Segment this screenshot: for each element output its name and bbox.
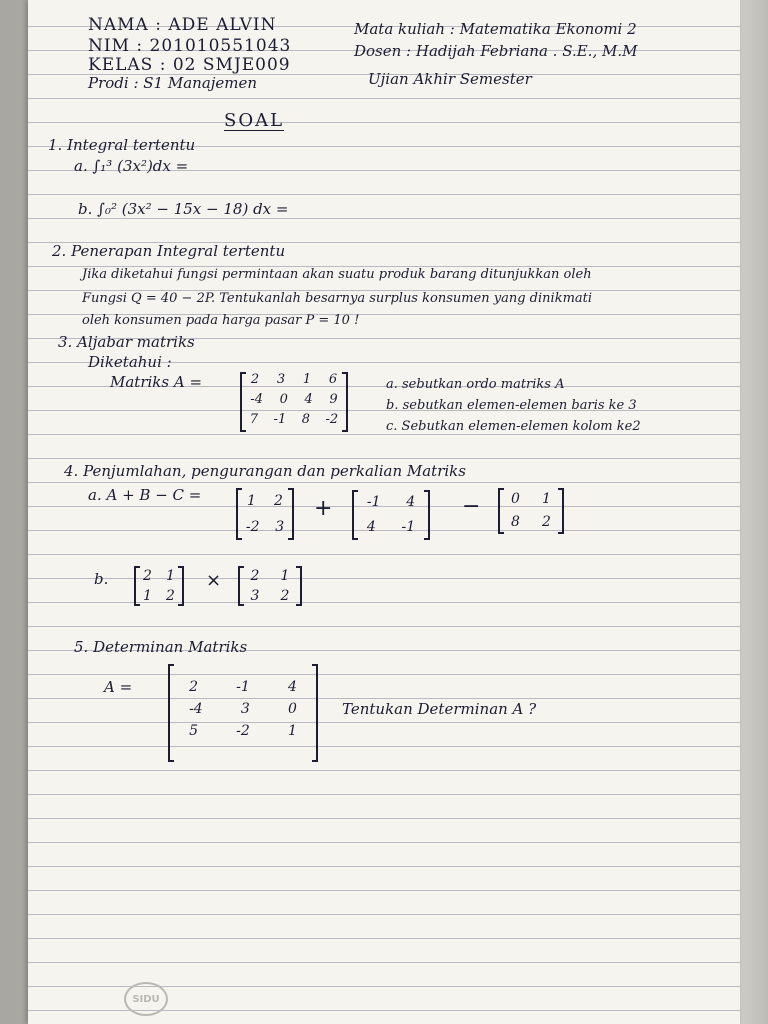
q4-heading: 4. Penjumlahan, pengurangan dan perkalian Matriks: [64, 462, 466, 480]
q3-matrix-cell: -1: [273, 412, 287, 427]
q3-matrix-cell: 3: [276, 372, 286, 387]
q3-matrix-a: [240, 372, 348, 432]
q5-heading: 5. Determinan Matriks: [74, 638, 248, 656]
q5-matrix-cell: -1: [236, 679, 250, 695]
q2-line-2: Fungsi Q = 40 − 2P. Tentukanlah besarnya surplus konsumen yang dinikmati: [82, 291, 593, 306]
q5-matrix-a: [168, 664, 318, 762]
q1-b: b. ∫₀² (3x² − 15x − 18) dx =: [78, 200, 289, 218]
q4-matrix-d-cell: 1: [143, 588, 152, 604]
q5-matrix-cell: -2: [236, 723, 250, 739]
page-title: SOAL: [224, 110, 285, 131]
times-sign: ×: [206, 570, 222, 591]
q1-heading: 1. Integral tertentu: [48, 136, 196, 154]
q4-matrix-d-cell: 1: [166, 568, 175, 584]
q3-matrix-cell: 6: [328, 372, 338, 387]
q5-matrix-cell: 2: [189, 679, 198, 695]
q5-matrix-cell: 0: [287, 701, 297, 717]
background-edge: [740, 0, 768, 1024]
q4-a-label: a. A + B − C =: [88, 486, 202, 504]
q4-matrix-e: [238, 566, 302, 606]
q5-matrix-cell: 1: [287, 723, 297, 739]
q3-matrix-cell: 2: [250, 372, 260, 387]
q5-matrix-cell: 4: [287, 679, 297, 695]
q4-matrix-d: [134, 566, 184, 606]
plus-sign: +: [314, 496, 333, 521]
q5-matrix-cell: 3: [240, 701, 250, 717]
q4-matrix-b-cell: -1: [401, 519, 416, 535]
q3-matrix-label: Matriks A =: [110, 373, 203, 391]
q4-matrix-b: [352, 490, 430, 540]
q5-matrix-cell: 5: [189, 723, 198, 739]
q3-c: c. Sebutkan elemen-elemen kolom ke2: [386, 419, 641, 434]
q2-line-1: Jika diketahui fungsi permintaan akan suatu produk barang ditunjukkan oleh: [82, 267, 592, 282]
lecturer-name: Dosen : Hadijah Febriana . S.E., M.M: [354, 42, 638, 60]
q3-matrix-cell: -4: [250, 392, 263, 407]
q3-b: b. sebutkan elemen-elemen baris ke 3: [386, 398, 637, 413]
q4-matrix-e-cell: 2: [250, 568, 260, 584]
q4-b-label: b.: [94, 570, 109, 588]
q4-matrix-b-cell: 4: [366, 519, 376, 535]
q2-line-3: oleh konsumen pada harga pasar P = 10 !: [82, 313, 360, 328]
q4-matrix-a-cell: 2: [274, 493, 283, 509]
q4-matrix-c: [498, 488, 564, 534]
course-name: Mata kuliah : Matematika Ekonomi 2: [354, 20, 637, 38]
exam-title: Ujian Akhir Semester: [368, 70, 532, 88]
q3-a: a. sebutkan ordo matriks A: [386, 377, 565, 392]
q3-matrix-cell: 0: [279, 392, 288, 407]
q4-matrix-b-cell: 4: [406, 494, 416, 510]
q3-matrix-cell: 9: [329, 392, 338, 407]
q3-matrix-cell: 1: [302, 372, 312, 387]
notebook-logo: SIDU: [124, 982, 168, 1016]
q4-matrix-a-cell: 1: [247, 493, 256, 509]
q4-matrix-c-cell: 1: [542, 491, 551, 507]
q4-matrix-c-cell: 8: [511, 514, 520, 530]
q3-matrix-cell: 7: [249, 412, 259, 427]
q4-matrix-a-cell: 3: [275, 519, 285, 535]
q3-matrix-cell: 8: [301, 412, 311, 427]
q4-matrix-d-cell: 2: [166, 588, 175, 604]
q3-given: Diketahui :: [88, 353, 172, 371]
q4-matrix-c-cell: 0: [511, 491, 520, 507]
student-nim: NIM : 201010551043: [88, 36, 292, 56]
q4-matrix-b-cell: -1: [366, 494, 381, 510]
q3-heading: 3. Aljabar matriks: [58, 333, 195, 351]
minus-sign: −: [462, 494, 481, 519]
q4-matrix-d-cell: 2: [143, 568, 152, 584]
q4-matrix-a: [236, 488, 294, 540]
q1-a: a. ∫₁³ (3x²)dx =: [74, 157, 189, 175]
q4-matrix-e-cell: 3: [250, 588, 260, 604]
student-class: KELAS : 02 SMJE009: [88, 55, 291, 75]
q4-matrix-e-cell: 2: [280, 588, 290, 604]
q2-heading: 2. Penerapan Integral tertentu: [52, 242, 286, 260]
q4-matrix-e-cell: 1: [280, 568, 290, 584]
q4-matrix-c-cell: 2: [542, 514, 551, 530]
q5-matrix-cell: -4: [189, 701, 203, 717]
notebook-page: [28, 0, 740, 1024]
student-name: NAMA : ADE ALVIN: [88, 15, 277, 35]
student-program: Prodi : S1 Manajemen: [88, 74, 258, 92]
q4-matrix-a-cell: -2: [245, 519, 260, 535]
q3-matrix-cell: -2: [325, 412, 339, 427]
q5-question: Tentukan Determinan A ?: [342, 700, 537, 718]
q3-matrix-cell: 4: [304, 392, 313, 407]
q5-label: A =: [104, 678, 133, 696]
